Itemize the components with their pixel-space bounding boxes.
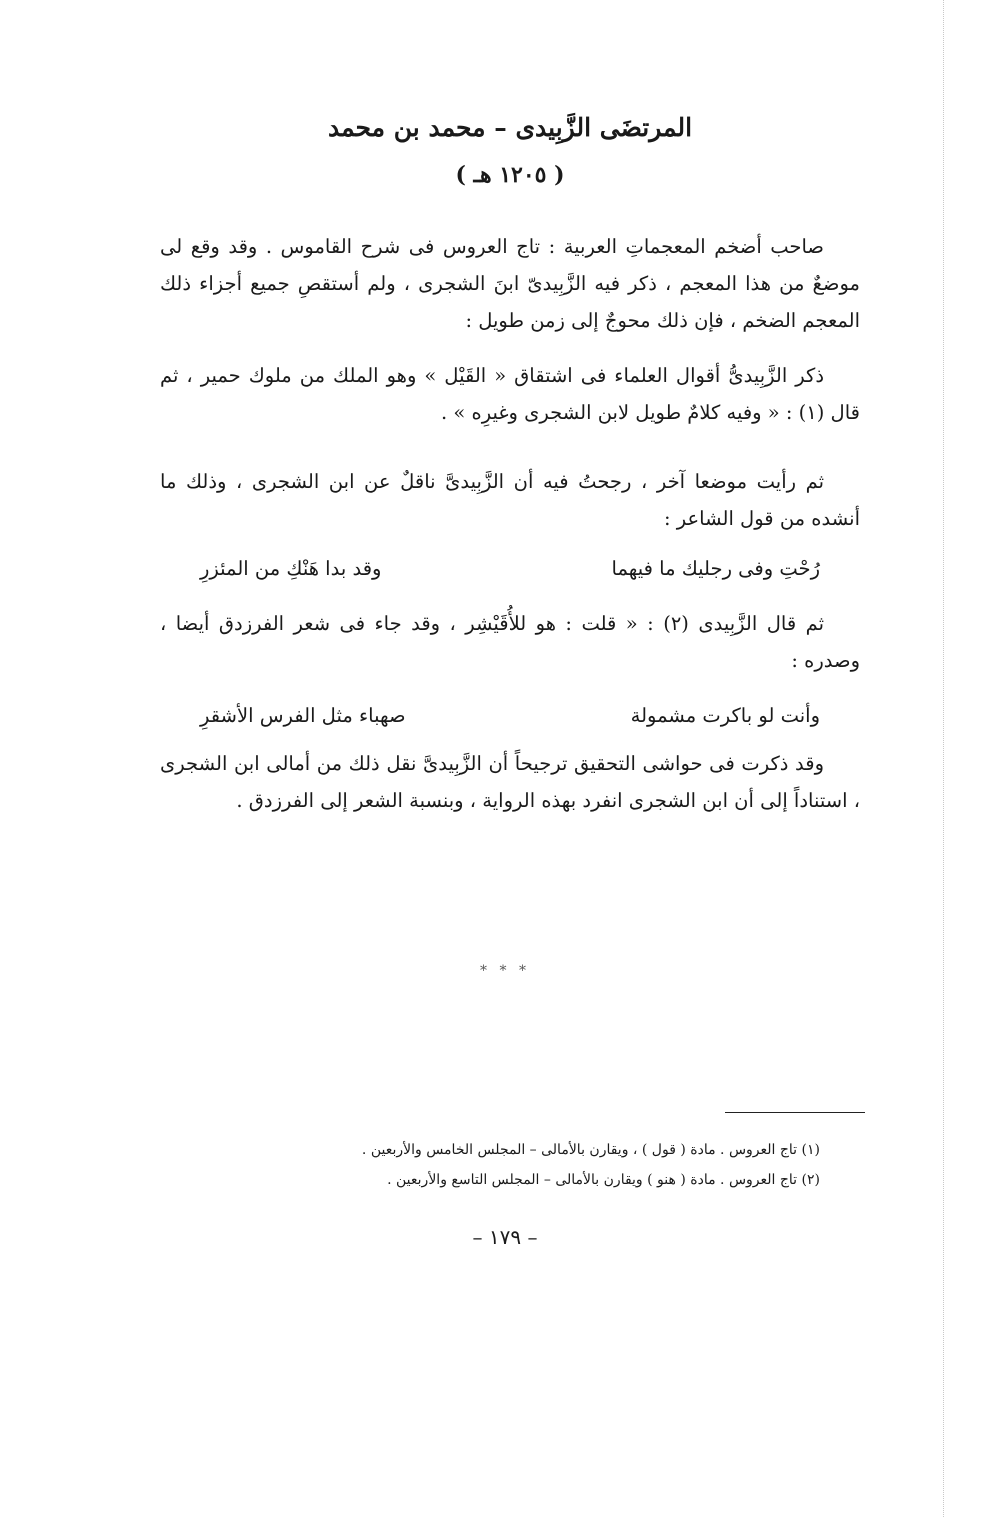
scan-edge xyxy=(943,0,944,1517)
footnote-divider xyxy=(725,1112,865,1113)
paragraph-2-text: ذكر الزَّبِيدىُّ أقوال العلماء فى اشتقاق « القَيْل » وهو الملك من ملوك حمير ، ثم قال (١) : « وفيه كلامٌ طويل لابن الشجرى وغيرِه » . xyxy=(160,364,860,424)
section-separator: * * * xyxy=(480,963,530,979)
paragraph-3 xyxy=(160,463,860,537)
paragraph-4 xyxy=(160,605,860,679)
page-number: – ١٧٩ – xyxy=(472,1225,538,1249)
paragraph-1-text: صاحب أضخم المعجماتِ العربية : تاج العروس فى شرح القاموس . وقد وقع لى موضعٌ من هذا المعجم ، ذكر فيه الزَّبِيدىّ ابنَ الشجرى ، ولم أستقصِ جميع أجزاء ذلك المعجم الضخم ، فإن ذلك محوجٌ إلى زمن طويل : xyxy=(160,235,860,332)
paragraph-4-text: ثم قال الزَّبِيدى (٢) : « قلت : هو للأُقَيْشِر ، وقد جاء فى شعر الفرزدق أيضا ، وصدره : xyxy=(160,612,860,672)
paragraph-5-text: وقد ذكرت فى حواشى التحقيق ترجيحاً أن الزَّبِيدىَّ نقل ذلك من أمالى ابن الشجرى ، استناداً إلى أن ابن الشجرى انفرد بهذه الرواية ، وبنسبة الشعر إلى الفرزدق . xyxy=(160,752,860,812)
paragraph-2 xyxy=(160,357,860,431)
paragraph-3-text: ثم رأيت موضعا آخر ، رجحتُ فيه أن الزَّبِيدىَّ ناقلٌ عن ابن الشجرى ، وذلك ما أنشده من قول الشاعر : xyxy=(160,470,860,530)
footnote-2: (٢) تاج العروس . مادة ( هنو ) ويقارن بالأمالى – المجلس التاسع والأربعين . xyxy=(387,1172,820,1188)
paragraph-1 xyxy=(160,228,860,339)
paragraph-5 xyxy=(160,745,860,819)
footnotes xyxy=(160,1135,820,1195)
chapter-title: المرتضَى الزَّبِيدى – محمد بن محمد xyxy=(327,113,693,142)
verse-1-first-hemistich: رُحْتِ وفى رجليك ما فيهما xyxy=(611,557,820,580)
verse-2 xyxy=(200,697,820,734)
footnote-1: (١) تاج العروس . مادة ( قول ) ، ويقارن بالأمالى – المجلس الخامس والأربعين . xyxy=(361,1142,820,1158)
chapter-date: ( ١٢٠٥ هـ ) xyxy=(455,162,565,188)
verse-1 xyxy=(200,550,820,587)
verse-1-second-hemistich: وقد بدا هَنْكِ من المئزرِ xyxy=(200,557,382,580)
verse-2-first-hemistich: وأنت لو باكرت مشمولة xyxy=(630,704,820,727)
verse-2-second-hemistich: صهباء مثل الفرس الأشقرِ xyxy=(200,704,406,727)
